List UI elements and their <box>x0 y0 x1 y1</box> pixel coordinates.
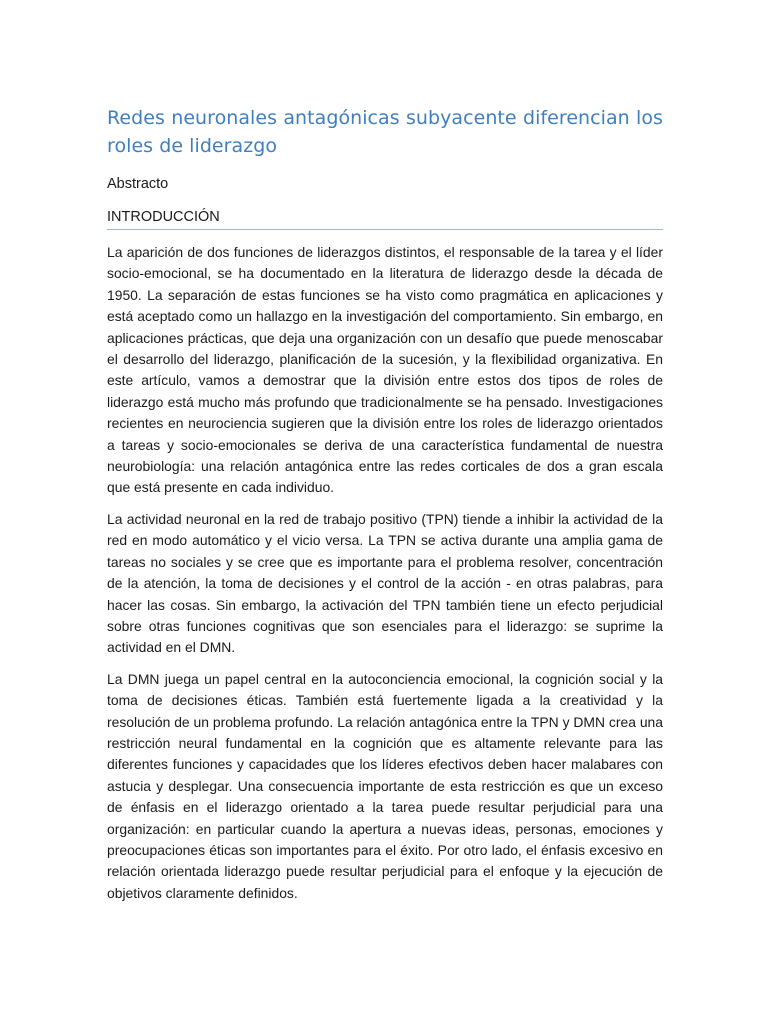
abstract-label: Abstracto <box>107 176 169 192</box>
body-paragraph: La DMN juega un papel central en la autoconciencia emocional, la cognición social y la toma de decisiones éticas. También está fuertemente ligada a la creatividad y la resolución de un problema profundo. La relación antagónica entre la TPN y DMN crea una restricción neural fundamental en la cognición que es altamente relevante para las diferentes funciones y capacidades que los líderes efectivos deben hacer malabares con astucia y desplegar. Una consecuencia importante de esta restricción es que un exceso de énfasis en el liderazgo orientado a la tarea puede resultar perjudicial para una organización: en particular cuando la apertura a nuevas ideas, personas, emociones y preocupaciones éticas son importantes para el éxito. Por otro lado, el énfasis excesivo en relación orientada liderazgo puede resultar perjudicial para el enfoque y la ejecución de objetivos claramente definidos. <box>107 670 663 901</box>
document-page <box>107 0 663 904</box>
body-paragraph: La actividad neuronal en la red de trabajo positivo (TPN) tiende a inhibir la actividad de la red en modo automático y el vicio versa. La TPN se activa durante una amplia gama de tareas no sociales y se cree que es importante para el problema resolver, concentración de la atención, la toma de decisiones y el control de la acción - en otras palabras, para hacer las cosas. Sin embargo, la activación del TPN también tiene un efecto perjudicial sobre otras funciones cognitivas que son esenciales para el liderazgo: se suprime la actividad en el DMN. <box>107 510 663 656</box>
section-heading-introduction: INTRODUCCIÓN <box>107 207 663 230</box>
document-title: Redes neuronales antagónicas subyacente diferencian los roles de liderazgo <box>107 107 663 157</box>
body-paragraph: La aparición de dos funciones de liderazgos distintos, el responsable de la tarea y el líder socio-emocional, se ha documentado en la literatura de liderazgo desde la década de 1950. La separación de estas funciones se ha visto como pragmática en aplicaciones y está aceptado como un hallazgo en la investigación del comportamiento. Sin embargo, en aplicaciones prácticas, que deja una organización con un desafío que puede menoscabar el desarrollo del liderazgo, planificación de la sucesión, y la flexibilidad organizativa. En este artículo, vamos a demostrar que la división entre estos dos tipos de roles de liderazgo está mucho más profundo que tradicionalmente se ha pensado. Investigaciones recientes en neurociencia sugieren que la división entre los roles de liderazgo orientados a tareas y socio-emocionales se deriva de una característica fundamental de nuestra neurobiología: una relación antagónica entre las redes corticales de dos a gran escala que está presente en cada individuo. <box>107 244 663 496</box>
